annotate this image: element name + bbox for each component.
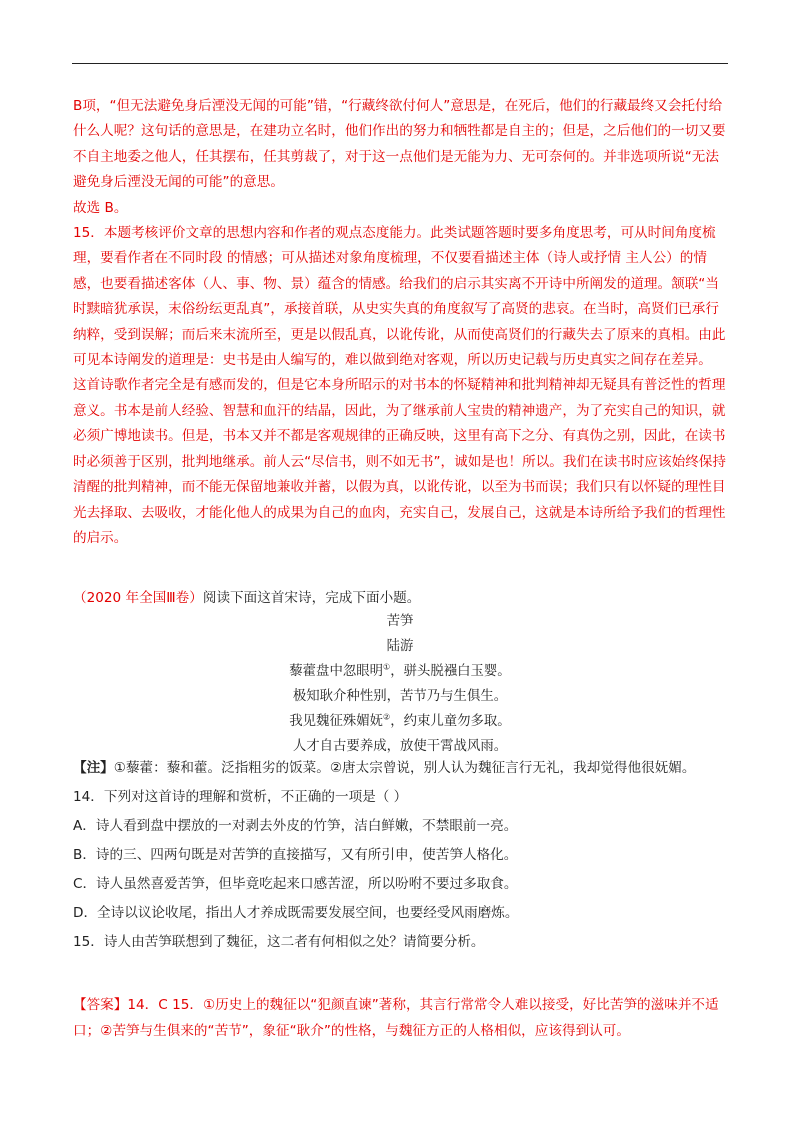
- poem-note-label: 【注】: [73, 760, 114, 776]
- poem-line-1: [0, 659, 800, 684]
- poem-line-4: 人才自古要养成，放使干霄战风雨。: [292, 739, 508, 754]
- question-14-option-b: B．诗的三、四两句既是对苦笋的直接描写，又有所引申，使苦笋人格化。: [73, 847, 518, 863]
- analysis-q15-paragraph-1: 15．本题考核评价文章的思想内容和作者的观点态度能力。此类试题答题时要多角度思考，可从时间角度梳理，要看作者在不同时段 的情感；可从描述对象角度梳理，不仅要看描述主体（诗人或抒情 主人公）的情感，也要看描述客体（人、事、物、景）蕴含的情感。给我们的启示其实离不开诗中所阐发的道理。颔联“当时黩暗犹承误，末俗纷纭更乱真”，承接首联，从史实失真的角度叙写了高贤的悲哀。在当时，高贤们已承行纳粹，受到误解；而后来末流所至，更是以假乱真，以讹传讹，从而使高贤们的行藏失去了原来的真相。由此可见本诗阐发的道理是：史书是由人编写的，难以做到绝对客观，所以历史记载与历史真实之间存在差异。: [73, 225, 726, 369]
- analysis-conclusion: 故选 B。: [73, 199, 128, 216]
- poem-line-3-part-b: ，约束儿童勿多取。: [390, 714, 511, 729]
- poem: [0, 609, 800, 759]
- analysis-q15-paragraph-2: 这首诗歌作者完全是有感而发的，但是它本身所昭示的对书本的怀疑精神和批判精神却无疑具有普泛性的哲理意义。书本是前人经验、智慧和血汗的结晶，因此，为了继承前人宝贵的精神遗产，为了充实自己的知识，就必须广博地读书。但是，书本又并不都是客观规律的正确反映，这里有高下之分、有真伪之别，因此，在读书时必须善于区别，批判地继承。前人云“尽信书，则不如无书”，诚如是也！所以。我们在读书时应该始终保持清醒的批判精神，而不能无保留地兼收并蓄，以假为真，以讹传讹，以至为书而误；我们只有以怀疑的理性目光去择取、去吸收，才能化他人的成果为自己的血肉，充实自己，发展自己，这就是本诗所给予我们的哲理性的启示。: [73, 377, 726, 546]
- analysis-section: [73, 94, 729, 551]
- answer-label: 【答案】: [73, 997, 128, 1013]
- question-instruction: 阅读下面这首宋诗，完成下面小题。: [202, 590, 421, 606]
- question-source: （2020 年全国Ⅲ卷）: [73, 590, 203, 606]
- questions-section: [73, 754, 733, 957]
- analysis-b-paragraph: B项，“但无法避免身后湮没无闻的可能”错，“行藏终欲付何人”意思是，在死后，他们的行藏最终又会托付给什么人呢？这句话的意思是，在建功立名时，他们作出的努力和牺牲都是自主的；但是，之后他们的一切又要不自主地委之他人，任其摆布，任其剪裁了，对于这一点他们是无能为力、无可奈何的。并非选项所说“无法避免身后湮没无闻的可能”的意思。: [73, 98, 726, 191]
- poem-line-3: [0, 709, 800, 734]
- question-14-option-a: A．诗人看到盘中摆放的一对剥去外皮的竹笋，洁白鲜嫩，不禁眼前一亮。: [73, 818, 518, 834]
- poem-note-marker-2: ②: [383, 712, 391, 722]
- poem-note-marker-1: ①: [383, 662, 391, 672]
- poem-line-1-part-a: 藜藿盘中忽眼明: [289, 664, 384, 679]
- poem-note-text: ①藜藿：藜和藿。泛指粗劣的饭菜。②唐太宗曾说，别人认为魏征言行无礼，我却觉得他很妩媚。: [113, 760, 696, 776]
- question-intro: [73, 586, 729, 611]
- poem-author: 陆游: [386, 639, 414, 654]
- answer-text: 14．C 15．①历史上的魏征以“犯颜直谏”著称，其言行常常令人难以接受，好比苦笋的滋味并不适口；②苦笋与生俱来的“苦节”，象征“耿介”的性格，与魏征方正的人格相似，应该得到认可。: [73, 997, 719, 1039]
- poem-line-3-part-a: 我见魏征殊媚妩: [289, 714, 384, 729]
- header-rule: [72, 63, 728, 64]
- poem-note: [73, 754, 733, 783]
- poem-title: 苦笋: [386, 614, 414, 629]
- poem-line-2: 极知耿介种性别，苦节乃与生俱生。: [292, 689, 508, 704]
- question-14: 14．下列对这首诗的理解和赏析，不正确的一项是（ ）: [73, 789, 408, 805]
- question-14-option-d: D．全诗以议论收尾，指出人才养成既需要发展空间，也要经受风雨磨炼。: [73, 905, 519, 921]
- question-14-option-c: C．诗人虽然喜爱苦笋，但毕竟吃起来口感苦涩，所以吩咐不要过多取食。: [73, 876, 518, 892]
- question-15: 15．诗人由苦笋联想到了魏征，这二者有何相似之处？请简要分析。: [73, 934, 485, 950]
- answer-section: [73, 992, 733, 1044]
- poem-line-1-part-b: ，骈头脱襁白玉婴。: [390, 664, 511, 679]
